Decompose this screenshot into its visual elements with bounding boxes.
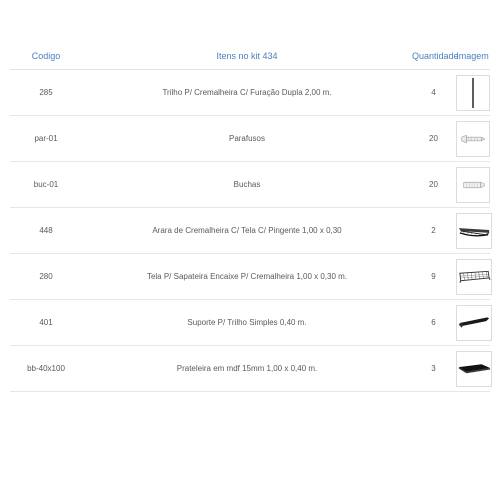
cell-item: Suporte P/ Trilho Simples 0,40 m. — [82, 300, 412, 346]
screw-icon[interactable] — [456, 121, 490, 157]
cell-image — [455, 346, 490, 392]
cell-image — [455, 116, 490, 162]
table-header-row — [10, 43, 490, 70]
table-row — [10, 70, 490, 116]
header-code: Codigo — [10, 43, 82, 70]
cell-code: buc-01 — [10, 162, 82, 208]
table-row — [10, 346, 490, 392]
cell-code: 448 — [10, 208, 82, 254]
shelf-icon[interactable] — [456, 351, 492, 387]
cell-code: 285 — [10, 70, 82, 116]
cell-quantity: 20 — [412, 116, 455, 162]
cell-quantity: 4 — [412, 70, 455, 116]
table-row — [10, 162, 490, 208]
cell-image — [455, 300, 490, 346]
cell-image — [455, 208, 490, 254]
header-image: Imagem — [455, 43, 490, 70]
kit-items-table — [10, 43, 490, 392]
cell-code: 401 — [10, 300, 82, 346]
table-row — [10, 116, 490, 162]
cell-quantity: 20 — [412, 162, 455, 208]
header-item: Itens no kit 434 — [82, 43, 412, 70]
cell-item: Tela P/ Sapateira Encaixe P/ Cremalheira 1,00 x 0,30 m. — [82, 254, 412, 300]
cell-code: par-01 — [10, 116, 82, 162]
hanger-rack-icon[interactable] — [456, 213, 492, 249]
cell-quantity: 2 — [412, 208, 455, 254]
cell-item: Buchas — [82, 162, 412, 208]
bracket-icon[interactable] — [456, 305, 492, 341]
header-quantity: Quantidade — [412, 43, 455, 70]
cell-item: Parafusos — [82, 116, 412, 162]
cell-quantity: 9 — [412, 254, 455, 300]
cell-image — [455, 162, 490, 208]
cell-item: Prateleira em mdf 15mm 1,00 x 0,40 m. — [82, 346, 412, 392]
cell-image — [455, 254, 490, 300]
shoe-rack-icon[interactable] — [456, 259, 492, 295]
table-row — [10, 208, 490, 254]
cell-quantity: 6 — [412, 300, 455, 346]
table-row — [10, 254, 490, 300]
cell-code: bb-40x100 — [10, 346, 82, 392]
cell-image — [455, 70, 490, 116]
wall-plug-icon[interactable] — [456, 167, 490, 203]
rail-icon[interactable] — [456, 75, 490, 111]
cell-item: Trilho P/ Cremalheira C/ Furação Dupla 2,00 m. — [82, 70, 412, 116]
cell-quantity: 3 — [412, 346, 455, 392]
cell-code: 280 — [10, 254, 82, 300]
cell-item: Arara de Cremalheira C/ Tela C/ Pingente 1,00 x 0,30 — [82, 208, 412, 254]
table-row — [10, 300, 490, 346]
